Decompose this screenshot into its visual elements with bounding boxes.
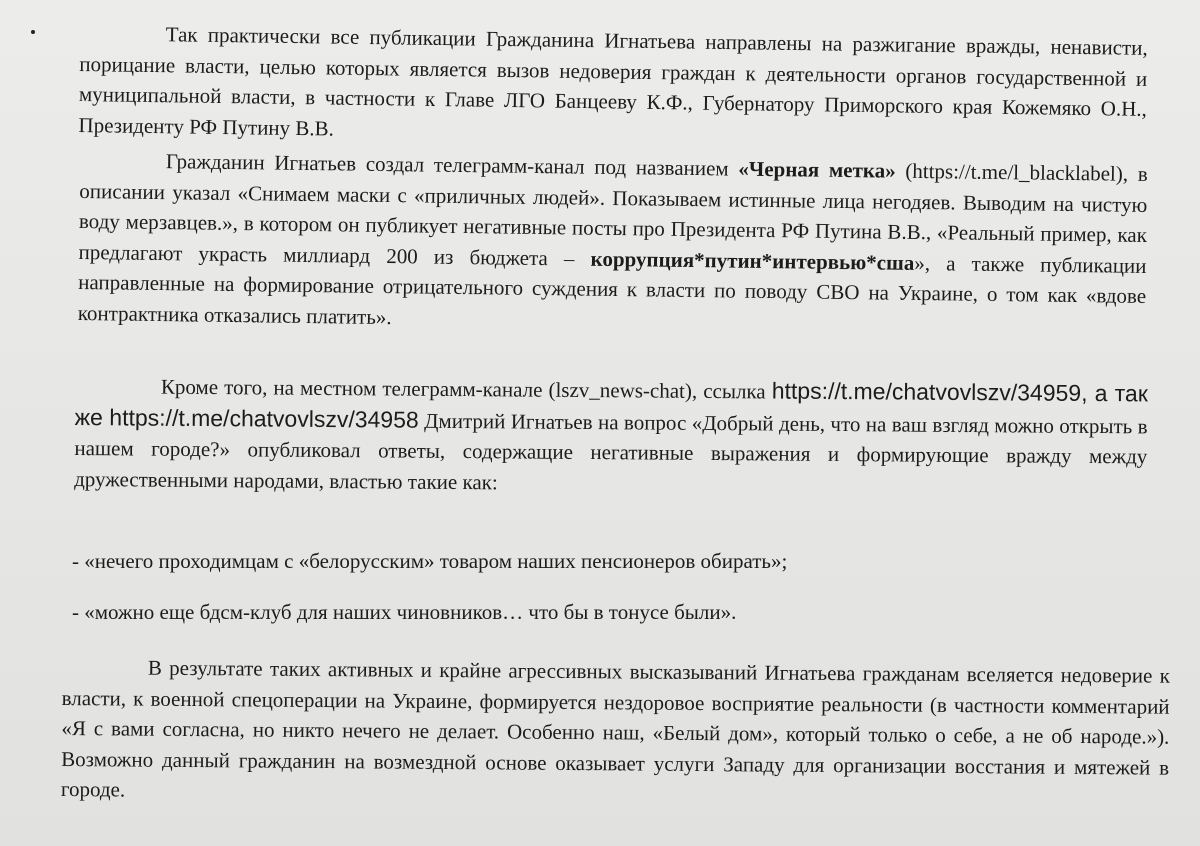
paragraph-conclusion — [61, 652, 1170, 813]
paragraph-publications — [78, 18, 1148, 155]
channel-name: «Черная метка» — [738, 156, 896, 183]
channel-posts-text: », а также публикации направленные на формирование отрицательного суждения к власти по поводу СВО на Украине, о том как «вдове контрактника отказались платить». — [77, 250, 1147, 329]
paragraph-conclusion-text: В результате таких активных и крайне агрессивных высказываний Игнатьева гражданам вселяется недоверие к власти, к военной спецоперации на Украине, формируется нездоровое восприятие реальности (в частности комментарий «Я с вами согласна, но никто нечего не делает. Особенно наш, «Белый дом», который только о себе, а не об народе.»). Возможно данный гражданин на возмездной основе оказывает услуги Западу для организации восстания и мятежей в городе. — [60, 655, 1170, 802]
quote-item-2: - «можно еще бдсм-клуб для наших чиновников… что бы в тонусе были». — [72, 600, 737, 624]
ink-dot — [31, 30, 35, 34]
paragraph-local-chat — [74, 370, 1148, 502]
channel-description-text: (https://t.me/l_blacklabel), в описании указал «Снимаем маски с «приличных людей». Показываем истинные лица негодяев. Выводим на чистую воду мерзавцев.», в котором он публикует негативные посты про Президента РФ Путина В.В., «Реальный пример, как предлагают украсть миллиард 200 из бюджета – — [78, 158, 1148, 270]
local-chat-intro-text: Кроме того, на местном телеграмм-канале (lszv_news-chat), ссылка — [160, 374, 766, 404]
local-chat-body-text: Дмитрий Игнатьев на вопрос «Добрый день, что на ваш взгляд можно открыть в нашем городе?» опубликовал ответы, содержащие негативные выражения и формирующие вражду между дружественными народами, властью такие как: — [74, 408, 1148, 494]
paragraph-publications-text: Так практически все публикации Гражданина Игнатьева направлены на разжигание вражды, ненависти, порицание власти, целью которых является вызов недоверия граждан к деятельности органов государственной и муниципальной власти, в частности к Главе ЛГО Банцееву К.Ф., Губернатору Приморского края Кожемяко О.Н., Президенту РФ Путину В.В. — [78, 22, 1148, 141]
channel-intro-text: Гражданин Игнатьев создал телеграмм-канал под названием — [165, 149, 729, 181]
chat-links-text: https://t.me/chatvovlszv/34959, а так же https://t.me/chatvovlszv/34958 — [74, 377, 1148, 433]
quote-item-1: - «нечего проходимцам с «белорусским» товаром наших пенсионеров обирать»; — [72, 549, 788, 573]
paragraph-telegram-channel — [78, 145, 1148, 342]
post-hashtags: коррупция*путин*интервью*сша — [590, 246, 915, 275]
